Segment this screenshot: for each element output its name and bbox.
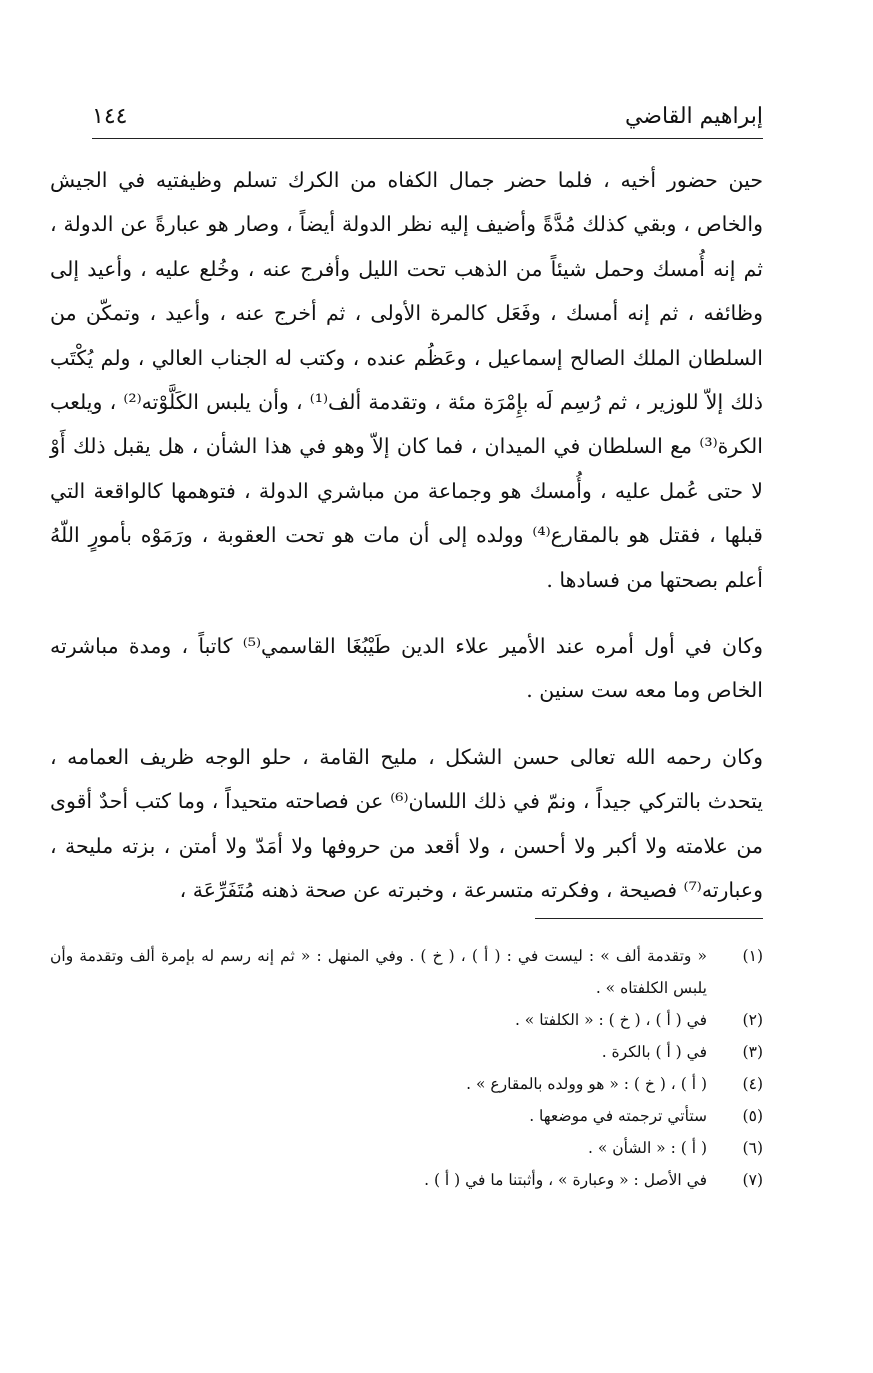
footnote-number: (٢): [742, 1011, 763, 1029]
footnote: [50, 1100, 763, 1132]
footnote-text: في الأصل : « وعبارة » ، وأثبتنا ما في ( أ ) .: [424, 1171, 707, 1189]
footnote-number: (٥): [742, 1107, 763, 1125]
footnote-text: في ( أ ) بالكرة .: [601, 1043, 707, 1061]
paragraph: حين حضور أخيه ، فلما حضر جمال الكفاه من الكرك تسلم وظيفتيه في الجيش والخاص ، وبقي كذلك مُدَّةً وأضيف إليه نظر الدولة أيضاً ، وصار هو عبارةً عن الدولة ، ثم إنه أُمسك وحمل شيئاً من الذهب تحت الليل وأفرج عنه ، وخُلع عليه ، وأعيد إلى وظائفه ، ثم إنه أمسك ، وفَعَل كالمرة الأولى ، ثم أخرج عنه ، وأعيد ، وتمكّن من السلطان الملك الصالح إسماعيل ، وعَظُم عنده ، وكتب له الجناب العالي ، ولم يُكْتَب ذلك إلاّ للوزير ، ثم رُسِم لَه بإِمْرَة مئة ، وتقدمة ألف⁽¹⁾ ، وأن يلبس الكَلَّوْته⁽²⁾ ، ويلعب الكرة⁽³⁾ مع السلطان في الميدان ، فما كان إلاّ وهو في هذا الشأن ، هل يقبل ذلك أَوْ لا حتى عُمل عليه ، وأُمسك هو وجماعة من مباشري الدولة ، فتوهمها كالواقعة التي قبلها ، فقتل هو بالمقارع⁽⁴⁾ وولده إلى أن مات هو تحت العقوبة ، ورَمَوْه بأمورٍ اللّهُ أعلم بصحتها من فسادها .: [50, 168, 763, 592]
footnote-text: في ( أ ) ، ( خ ) : « الكلفتا » .: [514, 1011, 707, 1029]
footnote-number: (١): [742, 947, 763, 965]
main-text: [50, 158, 763, 913]
paragraph: وكان رحمه الله تعالى حسن الشكل ، مليح القامة ، حلو الوجه ظريف العمامه ، يتحدث بالتركي جيداً ، ونمّ في ذلك اللسان⁽⁶⁾ عن فصاحته متحيداً ، وما كتب أحدٌ أقوى من علامته ولا أكبر ولا أحسن ، ولا أقعد من حروفها ولا أمَدّ ولا أمتن ، بزته مليحة ، وعبارته⁽⁷⁾ فصيحة ، وفكرته متسرعة ، وخبرته عن صحة ذهنه مُتَفَرِّعَة ،: [50, 744, 763, 903]
running-title: إبراهيم القاضي: [624, 104, 763, 129]
footnote-text: ( أ ) : « الشأن » .: [588, 1139, 707, 1157]
footnote-number: (٣): [742, 1043, 763, 1061]
footnote-text: « وتقدمة ألف » : ليست في : ( أ ) ، ( خ ) . وفي المنهل : « ثم إنه رسم له بإمرة ألف وتقدمة وأن يلبس الكلفتاه » .: [50, 947, 707, 997]
footnote: [50, 1036, 763, 1068]
footnote-text: ( أ ) ، ( خ ) : « هو وولده بالمقارع » .: [466, 1075, 707, 1093]
footnote: [50, 1004, 763, 1036]
page-number: ١٤٤: [92, 104, 128, 129]
footnote: [50, 1164, 763, 1196]
footnote: [50, 940, 763, 1004]
footnote: [50, 1068, 763, 1100]
footnotes: [50, 940, 763, 1196]
footnote-text: ستأتي ترجمته في موضعها .: [529, 1107, 707, 1125]
footnote-separator: [535, 918, 763, 919]
footnote-number: (٤): [742, 1075, 763, 1093]
running-header: [92, 102, 763, 139]
footnote: [50, 1132, 763, 1164]
paragraph: وكان في أول أمره عند الأمير علاء الدين طَيْبُغَا القاسمي⁽⁵⁾ كاتباً ، ومدة مباشرته الخاص وما معه ست سنين .: [50, 634, 764, 703]
footnote-number: (٦): [742, 1139, 763, 1157]
footnote-number: (٧): [742, 1171, 763, 1189]
